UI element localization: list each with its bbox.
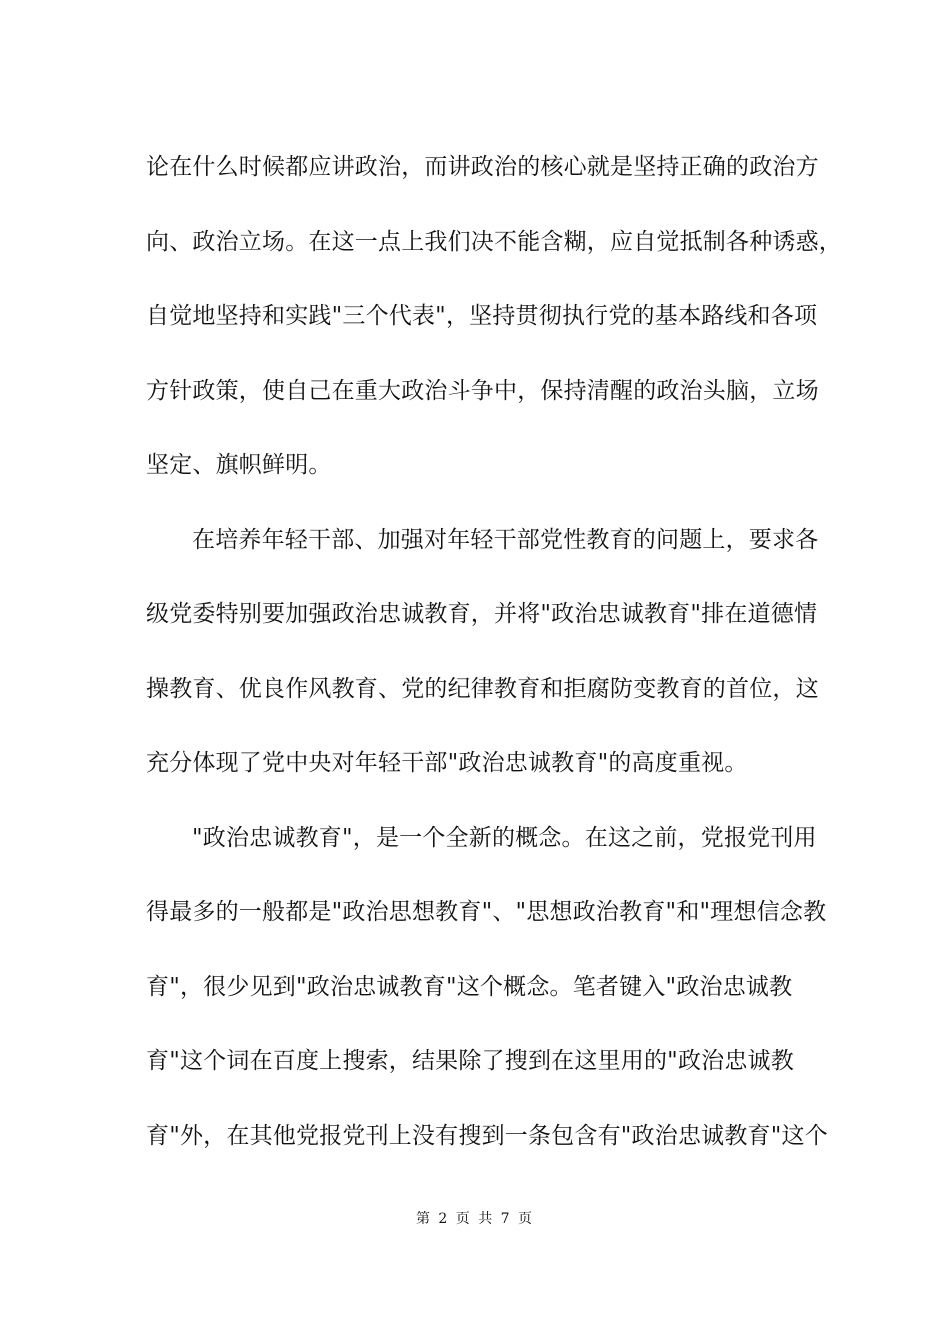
text-line: 充分体现了党中央对年轻干部"政治忠诚教育"的高度重视。 [146,750,748,776]
text-line: 育"，很少见到"政治忠诚教育"这个概念。笔者键入"政治忠诚教 [146,973,793,1000]
text-line: 方针政策，使自己在重大政治斗争中，保持清醒的政治头脑，立场 [146,377,819,404]
text-line: 论在什么时候都应讲政治，而讲政治的核心就是坚持正确的政治方 [146,154,819,180]
text-line: 在培养年轻干部、加强对年轻干部党性教育的问题上，要求各 [192,526,819,553]
text-line: 育"这个词在百度上搜索，结果除了搜到在这里用的"政治忠诚教 [146,1048,794,1074]
text-line: 育"外，在其他党报党刊上没有搜到一条包含有"政治忠诚教育"这个 [146,1122,828,1149]
body-text [146,130,842,1173]
text-line: "政治忠诚教育"，是一个全新的概念。在这之前，党报党刊用 [192,824,817,851]
text-line: 坚定、旗帜鲜明。 [146,452,332,478]
text-line: 得最多的一般都是"政治思想教育"、"思想政治教育"和"理想信念教 [146,899,827,925]
page-number: 第 2 页 共 7 页 [415,1211,535,1227]
text-line: 操教育、优良作风教育、党的纪律教育和拒腐防变教育的首位，这 [146,675,819,702]
paragraph [146,130,842,503]
text-line: 级党委特别要加强政治忠诚教育，并将"政治忠诚教育"排在道德情 [146,601,818,627]
text-line: 自觉地坚持和实践"三个代表"，坚持贯彻执行党的基本路线和各项 [146,303,818,329]
paragraph [146,503,819,801]
text-line: 向、政治立场。在这一点上我们决不能含糊，应自觉抵制各种诱惑， [146,228,842,255]
paragraph [146,801,828,1174]
